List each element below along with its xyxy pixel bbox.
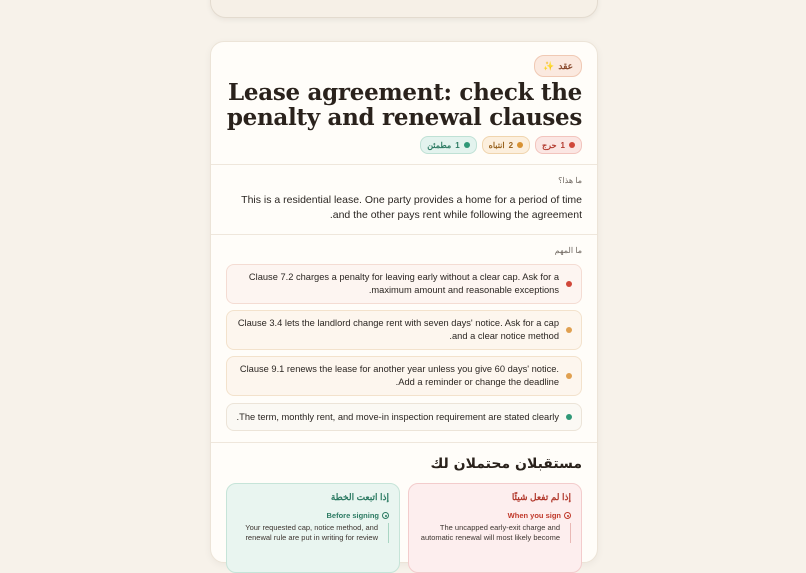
list-item [226, 403, 582, 431]
critical-dot-icon [566, 281, 572, 287]
radio-target-icon [564, 512, 571, 519]
panel-text: The uncapped early-exit charge and automatic renewal will most likely become [419, 523, 571, 543]
badge-count: 1 [455, 140, 460, 150]
panel-sub-label: When you sign [507, 511, 561, 520]
ok-dot-icon [566, 414, 572, 420]
badge-label: انتباه [488, 140, 505, 150]
item-text: Clause 9.1 renews the lease for another year unless you give 60 days' notice. Add a reminder or change the deadline. [239, 364, 559, 387]
attention-dot-icon [517, 142, 523, 148]
lease-analysis-card [210, 41, 598, 563]
attention-dot-icon [566, 373, 572, 379]
severity-badges [420, 136, 582, 154]
badge-count: 1 [560, 140, 565, 150]
panel-text: Your requested cap, notice method, and renewal rule are put in writing for review [237, 523, 389, 543]
summary-text: This is a residential lease. One party provides a home for a period of time and the other pays rent while following the agreement. [241, 194, 582, 221]
panel-subheading [419, 511, 571, 520]
panel-subheading [237, 511, 389, 520]
ok-dot-icon [464, 142, 470, 148]
panel-heading: إذا اتبعت الخطة [330, 492, 389, 502]
matters-label: ما المهم [554, 246, 582, 255]
item-text: Clause 7.2 charges a penalty for leaving early without a clear cap. Ask for a maximum amount and reasonable exceptions. [248, 272, 559, 295]
futures-title: مستقبلان محتملان لك [430, 456, 582, 472]
panel-heading: إذا لم تفعل شيئًا [511, 492, 571, 502]
list-item [226, 356, 582, 396]
future-follow-plan-panel [226, 483, 400, 573]
radio-target-icon [382, 512, 389, 519]
item-text: Clause 3.4 lets the landlord change rent with seven days' notice. Ask for a cap and a clear notice method. [237, 318, 559, 341]
summary-label: ما هذا؟ [558, 176, 582, 185]
badge-critical[interactable] [535, 136, 582, 154]
previous-card [210, 0, 598, 18]
document-type-chip [534, 55, 582, 77]
divider [211, 234, 597, 235]
badge-label: حرج [542, 140, 557, 150]
sparkle-icon: ✨ [543, 60, 555, 71]
badge-ok[interactable] [420, 136, 476, 154]
page-title: Lease agreement: check the penalty and renewal clauses [226, 79, 582, 131]
divider [211, 164, 597, 165]
list-item [226, 264, 582, 304]
divider [211, 442, 597, 443]
list-item [226, 310, 582, 350]
item-text: The term, monthly rent, and move-in inspection requirement are stated clearly. [236, 411, 559, 422]
future-do-nothing-panel [408, 483, 582, 573]
critical-dot-icon [569, 142, 575, 148]
panel-sub-label: Before signing [326, 511, 379, 520]
attention-dot-icon [566, 327, 572, 333]
document-type-label: عقد [558, 60, 573, 71]
badge-count: 2 [508, 140, 514, 150]
badge-attention[interactable] [482, 136, 530, 154]
badge-label: مطمئن [427, 140, 452, 150]
